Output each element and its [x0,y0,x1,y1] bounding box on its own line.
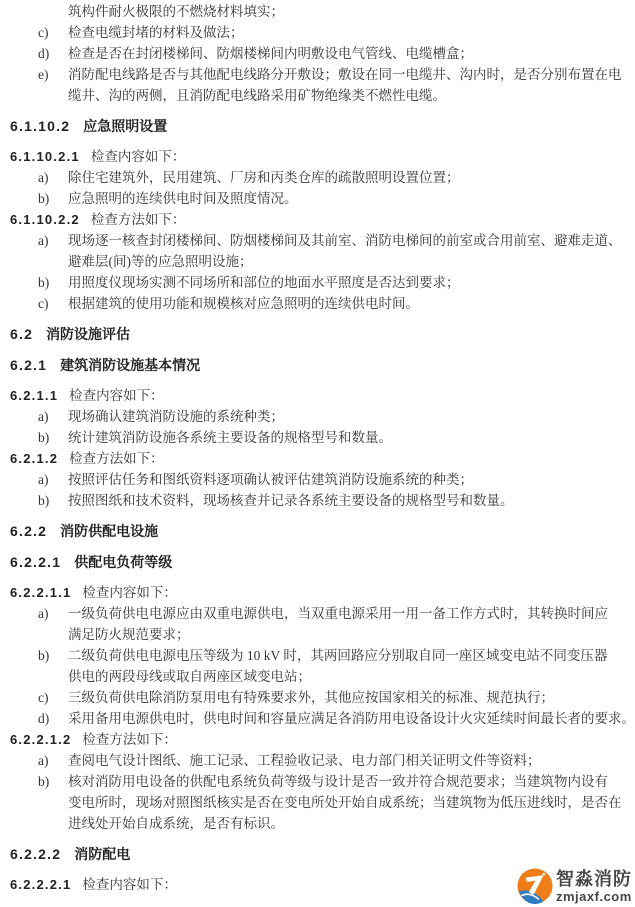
section-heading [10,521,635,542]
list-item-text: 现场逐一核查封闭楼梯间、防烟楼梯间及其前室、消防电梯间的前室或合用前室、避难走道、 [68,233,622,248]
clause-line [10,146,635,167]
clause-text: 检查内容如下： [69,388,164,403]
list-item-lines [68,687,635,708]
section-title: 建筑消防设施基本情况 [60,357,201,373]
section-heading [10,116,635,137]
list-item-text: 除住宅建筑外，民用建筑、厂房和丙类仓库的疏散照明设置位置； [68,170,460,185]
list-item-text: 变电所时，现场对照图纸核实是否在变电所处开始自成系统；当建筑物为低压进线时，是否在 [68,795,622,810]
section-heading [10,552,635,573]
list-item-lines [68,469,635,490]
list-item-lines [68,64,635,106]
section-number: 6.2.2.1 [10,554,62,570]
list-item-text: 统计建筑消防设施各系统主要设备的规格型号和数量。 [68,430,392,445]
list-item-marker: c) [38,296,49,311]
list-item-text: 应急照明的连续供电时间及照度情况。 [68,191,298,206]
list-item-marker: b) [38,275,50,290]
list-item-lines [68,406,635,427]
list-item-marker: b) [38,191,50,206]
list-item [10,645,635,687]
list-item-text: 查阅电气设计图纸、施工记录、工程验收记录、电力部门相关证明文件等资料； [68,753,541,768]
brand-name: 智淼消防 [556,868,632,889]
list-item [10,43,635,64]
clause-text: 检查方法如下： [69,451,164,466]
clause-number: 6.2.1.2 [10,451,59,466]
section-number: 6.2 [10,326,34,342]
clause-number: 6.2.2.2.1 [10,877,72,892]
list-item-lines [68,427,635,448]
list-item-lines [68,293,635,314]
clause-text: 检查方法如下： [82,732,177,747]
list-item-text: 按照图纸和技术资料，现场核查并记录各系统主要设备的规格型号和数量。 [68,493,514,508]
list-item-marker: a) [38,170,49,185]
section-title: 应急照明设置 [83,118,168,134]
list-item-lines [68,645,635,687]
clause-text: 检查内容如下： [82,585,177,600]
watermark-logo[interactable] [517,868,632,904]
list-item-marker: e) [38,67,49,82]
list-item-text: 消防配电线路是否与其他配电线路分开敷设；敷设在同一电缆井、沟内时，是否分别布置在电 [68,67,622,82]
clause-text: 检查内容如下： [90,149,186,164]
clause-number: 6.2.2.1.2 [10,732,72,747]
list-item-lines [68,22,635,43]
list-item-marker: a) [38,233,49,248]
clause-text: 检查内容如下： [82,877,177,892]
list-item-text: 检查是否在封闭楼梯间、防烟楼梯间内明敷设电气管线、电缆槽盒； [68,46,473,61]
list-item-marker: b) [38,648,50,663]
clause-line [10,385,635,406]
list-item-text: 采用备用电源供电时，供电时间和容量应满足各消防用电设备设计火灾延续时间最长者的要求。 [68,711,635,726]
list-item-text: 核对消防用电设备的供配电系统负荷等级与设计是否一致并符合规范要求；当建筑物内设有 [68,774,608,789]
continuation-text: 筑构件耐火极限的不燃烧材料填实； [68,4,284,19]
list-item-lines [68,708,635,729]
clause-number: 6.1.10.2.1 [10,149,80,164]
list-item-text: 避难层(间)等的应急照明设施； [68,254,253,269]
list-item-text: 按照评估任务和图纸资料逐项确认被评估建筑消防设施系统的种类； [68,472,473,487]
list-item-marker: d) [38,711,50,726]
list-item-lines [68,603,635,645]
clause-line [10,582,635,603]
list-item-marker: c) [38,25,49,40]
continuation-line [10,1,635,22]
list-item-lines [68,750,635,771]
list-item-marker: a) [38,409,49,424]
list-item-lines [68,167,635,188]
list-item-text: 三级负荷供电除消防泵用电有特殊要求外，其他应按国家相关的标准、规范执行； [68,690,554,705]
list-item-marker: c) [38,690,49,705]
list-item-lines [68,188,635,209]
list-item [10,427,635,448]
clause-line [10,209,635,230]
list-item [10,230,635,272]
clause-number: 6.2.2.1.1 [10,585,72,600]
list-item [10,272,635,293]
list-item-lines [68,43,635,64]
section-heading [10,844,635,865]
section-heading [10,324,635,345]
list-item-lines [68,490,635,511]
list-item-marker: a) [38,472,49,487]
list-item-text: 供电的两段母线或取自两座区域变电站； [68,669,311,684]
section-title: 供配电负荷等级 [74,554,173,570]
list-item-text: 进线处开始自成系统，是否有标识。 [68,816,284,831]
list-item-marker: b) [38,430,50,445]
list-item-text: 现场确认建筑消防设施的系统种类； [68,409,284,424]
list-item [10,167,635,188]
list-item [10,603,635,645]
clause-line [10,448,635,469]
list-item [10,687,635,708]
list-item-text: 缆井、沟的两侧，且消防配电线路采用矿物绝缘类不燃性电缆。 [68,88,446,103]
section-title: 消防供配电设施 [60,523,159,539]
list-item [10,64,635,106]
list-item [10,22,635,43]
clause-line [10,729,635,750]
list-item-lines [68,230,635,272]
list-item [10,750,635,771]
list-item-marker: a) [38,606,49,621]
section-number: 6.2.1 [10,357,48,373]
list-item-marker: a) [38,753,49,768]
clause-number: 6.2.1.1 [10,388,59,403]
list-item-text: 根据建筑的使用功能和规模核对应急照明的连续供电时间。 [68,296,419,311]
list-item-text: 检查电缆封堵的材料及做法； [68,25,244,40]
list-item-marker: b) [38,774,50,789]
section-heading [10,355,635,376]
section-number: 6.1.10.2 [10,118,71,134]
list-item-lines [68,272,635,293]
brand-text-block [556,870,632,903]
list-item [10,406,635,427]
clause-number: 6.1.10.2.2 [10,212,80,227]
brand-icon [517,868,553,904]
list-item [10,771,635,834]
list-item-text: 满足防火规范要求； [68,627,190,642]
list-item [10,469,635,490]
clause-text: 检查方法如下： [90,212,186,227]
list-item-text: 一级负荷供电电源应由双重电源供电，当双重电源采用一用一备工作方式时，其转换时间应 [68,606,608,621]
list-item [10,490,635,511]
section-title: 消防配电 [74,846,131,862]
section-title: 消防设施评估 [46,326,131,342]
list-item-lines [68,771,635,834]
section-number: 6.2.2.2 [10,846,62,862]
list-item [10,293,635,314]
brand-domain: zmjaxf.com [556,888,632,904]
list-item [10,188,635,209]
list-item-marker: d) [38,46,50,61]
list-item-marker: b) [38,493,50,508]
list-item-text: 用照度仪现场实测不同场所和部位的地面水平照度是否达到要求； [68,275,460,290]
section-number: 6.2.2 [10,523,48,539]
list-item [10,708,635,729]
list-item-text: 二级负荷供电电源电压等级为 10 kV 时，其两回路应分别取自同一座区域变电站不同变压器 [68,648,608,663]
